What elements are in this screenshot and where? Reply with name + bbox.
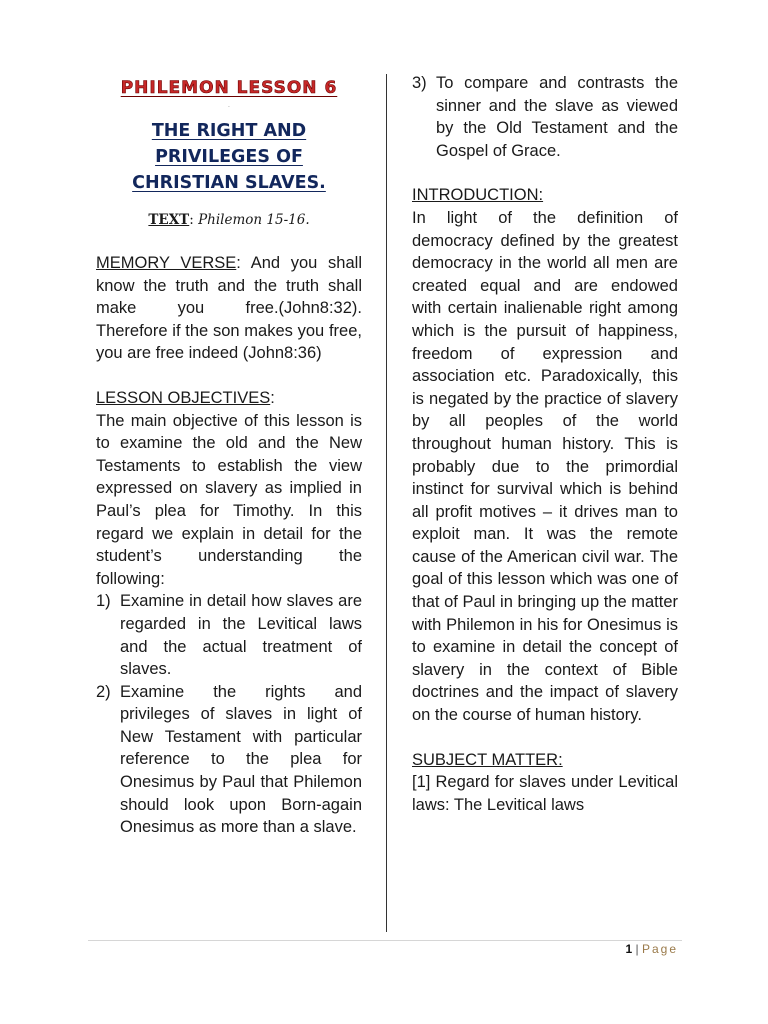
main-title (96, 118, 362, 196)
memory-verse: MEMORY VERSE: And you shall know the truth and the truth shall make you free.(John8:32). Therefore if the son makes you free, you are free indeed (John8:36) (96, 254, 362, 363)
lesson-title: PHILEMON LESSON 6 (120, 78, 338, 98)
right-column (412, 72, 678, 816)
list-item: 1) Examine in detail how slaves are regarded in the Levitical laws and the actual treatment of slaves. (96, 592, 362, 679)
introduction-heading: INTRODUCTION: (412, 186, 544, 205)
text-ref: Philemon 15-16. (198, 212, 310, 228)
main-title-line-3: CHRISTIAN SLAVES. (132, 173, 326, 193)
title-dot: . (228, 102, 230, 109)
memory-verse-label: MEMORY VERSE (96, 254, 237, 272)
objectives-heading-text: LESSON OBJECTIVES (96, 388, 271, 407)
main-title-line-2: PRIVILEGES OF (155, 147, 303, 167)
subject-matter-body: [1] Regard for slaves under Levitical laws: The Levitical laws (412, 773, 678, 814)
introduction-body: In light of the definition of democracy defined by the greatest democracy in the world all men are created equal and are endowed with certain inalienable right among which is the pursuit of happiness, freedom of expression and association etc. Paradoxically, this is negated by the practice of slavery by all peoples of the world throughout human history. This is probably due to the primordial instinct for survival which is behind all profit motives – it drives man to exploit man. It was the remote cause of the American civil war. The goal of this lesson which was one of that of Paul in bringing up the matter with Philemon in his for Onesimus is to examine in detail the concept of slavery in the context of Bible doctrines and the impact of slavery on the course of human history. (412, 208, 678, 725)
list-item: 3) To compare and contrasts the sinner and the slave as viewed by the Old Testament and the Gospel of Grace. (412, 74, 678, 160)
main-title-line-1: THE RIGHT AND (151, 121, 307, 141)
objectives-list (96, 590, 362, 839)
objectives-heading: LESSON OBJECTIVES: (96, 388, 275, 407)
left-column (96, 72, 362, 839)
list-item: 2) Examine the rights and privileges of slaves in light of New Testament with particular reference to the plea for Onesimus by Paul that Philemon should look upon Born-again Onesimus as more than a slave. (96, 682, 362, 837)
footer-rule (88, 940, 682, 941)
column-divider (386, 74, 387, 932)
text-label: TEXT (148, 212, 190, 228)
memory-verse-body: And you shall know the truth and the truth shall make you free.(John8:32). Therefore if the son makes you free, you are free indeed (John8:36) (96, 254, 362, 363)
objectives-intro: The main objective of this lesson is to examine the old and the New Testaments to establish the view expressed on slavery as implied in Paul’s plea for Timothy. In this regard we explain in detail for the student’s understanding the following: (96, 411, 362, 588)
text-reference: TEXT: Philemon 15-16. (148, 212, 310, 228)
subject-matter-heading: SUBJECT MATTER: (412, 750, 563, 769)
page-number: 1 | Page (625, 942, 678, 956)
objectives-list-continued (412, 72, 678, 162)
